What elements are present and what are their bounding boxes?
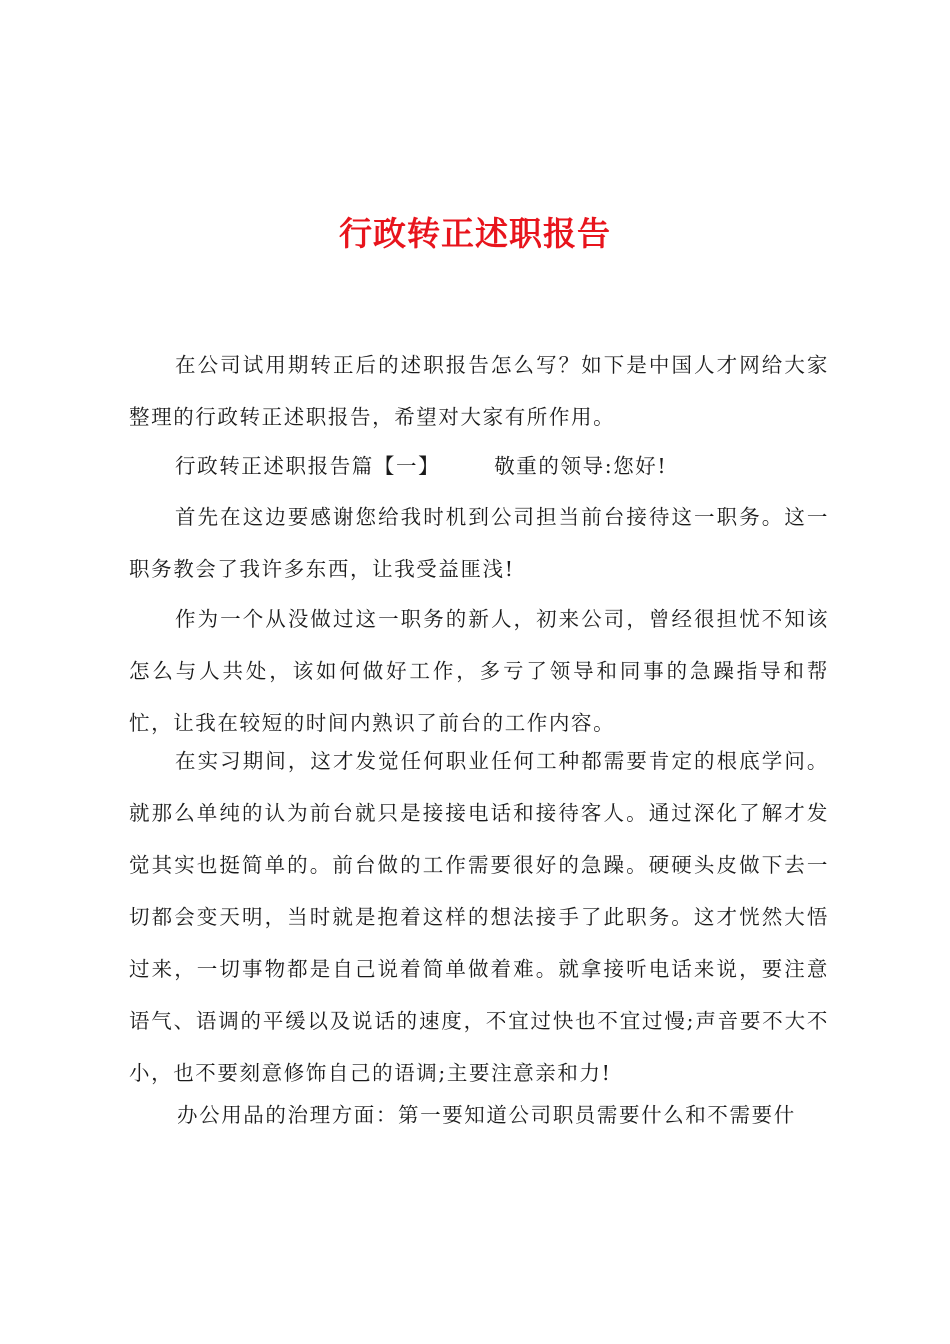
paragraph-thanks <box>129 491 829 595</box>
thanks-text: 首先在这边要感谢您给我时机到公司担当前台接待这一职务。这一职务教会了我许多东西，让我受益匪浅! <box>129 505 829 581</box>
salutation: 敬重的领导:您好! <box>494 454 668 478</box>
paragraph-newcomer <box>129 593 829 749</box>
paragraph-internship <box>129 735 829 1099</box>
newcomer-text: 作为一个从没做过这一职务的新人，初来公司，曾经很担忧不知该怎么与人共处，该如何做好工作，多亏了领导和同事的急躁指导和帮忙，让我在较短的时间内熟识了前台的工作内容。 <box>129 607 829 735</box>
section-line <box>129 440 829 492</box>
paragraph-section-heading <box>129 440 829 492</box>
office-supplies-text: 办公用品的治理方面：第一要知道公司职员需要什么和不需要什 <box>177 1103 796 1127</box>
section-heading: 行政转正述职报告篇【一】 <box>175 454 441 478</box>
internship-text: 在实习期间，这才发觉任何职业任何工种都需要肯定的根底学问。就那么单纯的认为前台就只是接接电话和接待客人。通过深化了解才发觉其实也挺简单的。前台做的工作需要很好的急躁。硬硬头皮做下去一切都会变天明，当时就是抱着这样的想法接手了此职务。这才恍然大悟过来，一切事物都是自己说着简单做着难。就拿接听电话来说，要注意语气、语调的平缓以及说话的速度，不宜过快也不宜过慢;声音要不大不小，也不要刻意修饰自己的语调;主要注意亲和力! <box>129 749 829 1085</box>
document-title: 行政转正述职报告 <box>339 214 611 253</box>
paragraph-intro <box>129 339 829 443</box>
intro-text: 在公司试用期转正后的述职报告怎么写？如下是中国人才网给大家整理的行政转正述职报告，希望对大家有所作用。 <box>129 353 829 429</box>
paragraph-office-supplies <box>129 1089 829 1141</box>
